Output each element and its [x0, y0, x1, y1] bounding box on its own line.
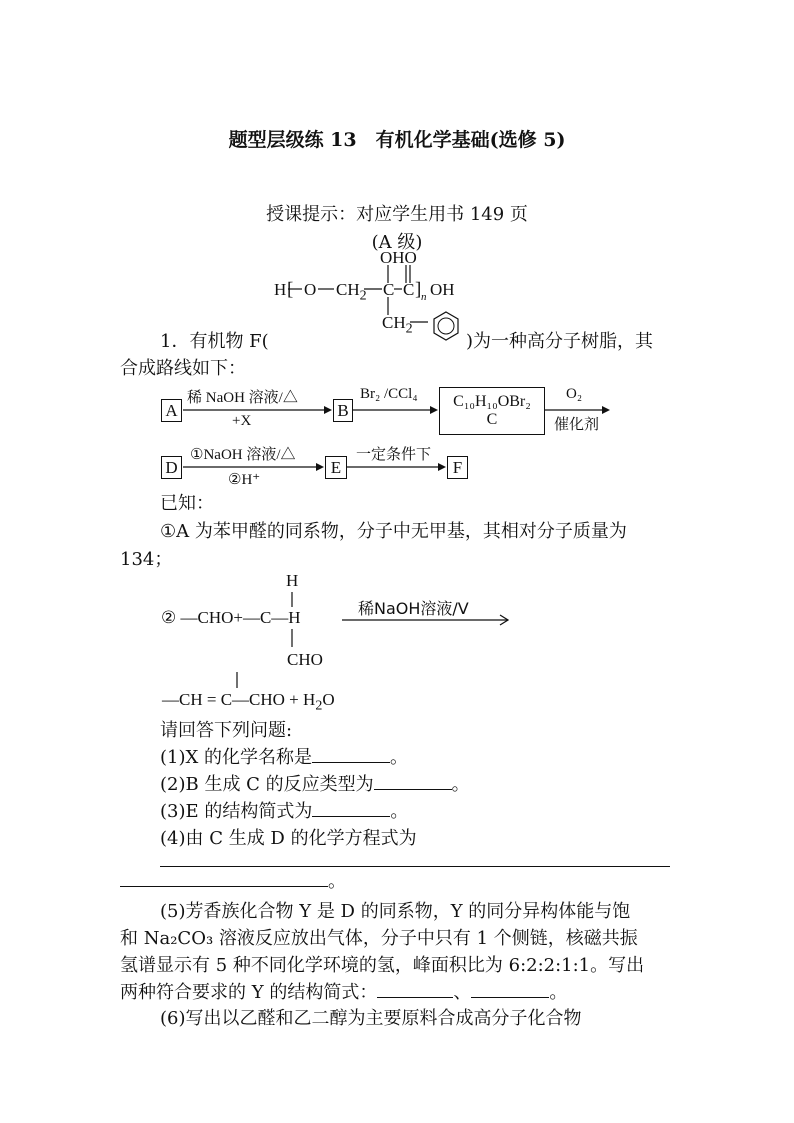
route-box-a: A	[161, 399, 182, 422]
page-title: 题型层级练 13 有机化学基础(选修 5)	[228, 129, 566, 151]
known-arrow-label: 稀NaOH溶液/V	[358, 599, 469, 618]
structure-ch2-side: $CH_2$	[382, 313, 413, 337]
route-arrow1-top: 稀 NaOH 溶液/△	[187, 390, 298, 406]
known-item1-line2: 134；	[120, 549, 173, 570]
question-5-line3: 氢谱显示有 5 种不同化学环境的氢，峰面积比为 6:2:2:1:1。写出	[120, 955, 645, 976]
question-5-line1: (5)芳香族化合物 Y 是 D 的同系物，Y 的同分异构体能与饱	[160, 901, 631, 922]
route-box-e: E	[325, 456, 347, 479]
route-arrow5-top: 一定条件下	[356, 447, 432, 463]
structure-oh: OH	[430, 280, 455, 299]
structure-h: H	[274, 280, 287, 299]
question-5-line4: 两种符合要求的 Y 的结构简式： 、 。	[120, 979, 567, 1007]
question-4-line2: 。	[120, 868, 346, 896]
question-1: (1)X 的化学名称是 。	[160, 744, 408, 772]
structure-c1: C	[383, 280, 395, 299]
structure-bracket-right: ]	[415, 279, 422, 300]
route-box-b: B	[333, 399, 353, 422]
question-5-line2: 和 Na₂CO₃ 溶液反应放出气体，分子中只有 1 个侧链，核磁共振	[120, 928, 638, 949]
teaching-hint: 授课提示：对应学生用书 149 页	[266, 204, 528, 225]
route-c-label: C	[486, 411, 498, 428]
q1-line1-end: )为一种高分子树脂，其	[466, 331, 654, 352]
answer-blank-5b[interactable]	[471, 979, 549, 998]
answer-blank-5a[interactable]	[377, 979, 453, 998]
grade-label: (A 级)	[371, 232, 423, 253]
structure-n: n	[421, 291, 427, 303]
structure-o: O	[304, 280, 317, 299]
route-arrow3-top: O₂	[566, 386, 583, 402]
known-item1-line1: ①A 为苯甲醛的同系物，分子中无甲基，其相对分子质量为	[160, 521, 627, 542]
structure-oho: OHO	[380, 248, 417, 267]
structure-bracket-left: [	[287, 279, 294, 300]
answer-blank-1[interactable]	[312, 744, 390, 763]
route-arrow4-bottom: ②H⁺	[228, 472, 261, 488]
route-arrow2-top: Br₂ /CCl₄	[360, 386, 418, 402]
route-c-formula: C₁₀H₁₀OBr₂	[453, 393, 531, 410]
known-label: 已知：	[160, 493, 214, 514]
known-product: —CH = C—CHO + $H_2O$	[162, 690, 335, 714]
route-arrow4-top: ①NaOH 溶液/△	[190, 447, 296, 463]
route-box-d: D	[161, 456, 182, 479]
question-4: (4)由 C 生成 D 的化学方程式为	[160, 828, 417, 849]
answer-blank-2[interactable]	[374, 771, 452, 790]
question-6: (6)写出以乙醛和乙二醇为主要原料合成高分子化合物	[160, 1008, 582, 1029]
q1-line2: 合成路线如下：	[120, 358, 246, 379]
route-box-f: F	[447, 456, 468, 479]
answer-blank-3[interactable]	[312, 798, 390, 817]
structure-c2: C	[403, 280, 415, 299]
known-h-top: H	[286, 571, 299, 590]
route-arrow1-bottom: +X	[232, 413, 252, 429]
route-arrow3-bottom: 催化剂	[554, 417, 600, 433]
known-cho-bottom: CHO	[287, 650, 323, 669]
question-3: (3)E 的结构简式为 。	[160, 798, 408, 826]
answer-blank-4b[interactable]	[120, 868, 328, 887]
q1-line1-start: 1．有机物 F(	[160, 331, 269, 352]
structure-ch2: $CH_2$	[336, 280, 367, 304]
question-2: (2)B 生成 C 的反应类型为 。	[160, 771, 470, 799]
known-reactants: ② —CHO+—C—H	[161, 608, 301, 627]
questions-intro: 请回答下列问题:	[160, 720, 293, 741]
answer-blank-4a[interactable]	[160, 866, 670, 867]
